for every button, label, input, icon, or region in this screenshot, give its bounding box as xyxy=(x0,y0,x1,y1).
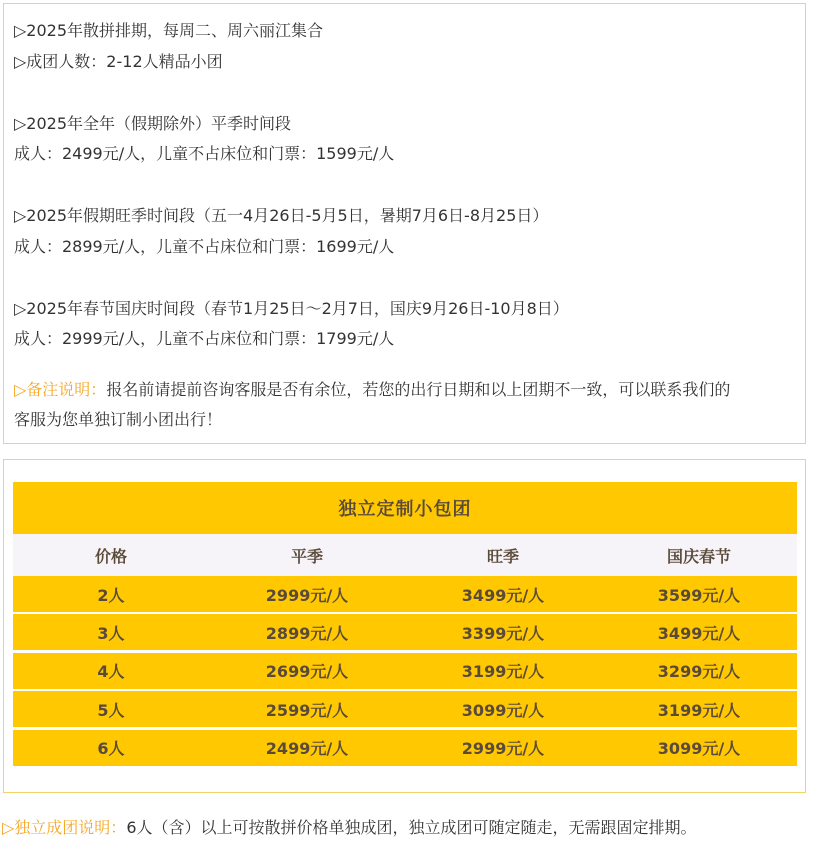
table-cell: 2599元/人 xyxy=(265,700,349,720)
table-cell: 3199元/人 xyxy=(657,700,741,720)
header-price: 价格 xyxy=(94,546,127,566)
holiday-season-title: ▷2025年春节国庆时间段（春节1月25日～2月7日，国庆9月26日-10月8日） xyxy=(14,299,569,318)
schedule-line: ▷2025年散拼排期，每周二、周六丽江集合 xyxy=(14,21,324,40)
footer-label: ▷独立成团说明： xyxy=(2,818,127,837)
table-row xyxy=(13,691,797,727)
table-cell: 6人 xyxy=(97,739,125,759)
peak-season-price: 成人：2899元/人，儿童不占床位和门票：1699元/人 xyxy=(14,237,395,256)
header-holiday: 国庆春节 xyxy=(666,546,731,566)
table-cell: 2499元/人 xyxy=(265,739,349,759)
table-cell: 3599元/人 xyxy=(657,585,741,605)
note-line-2: 客服为您单独订制小团出行！ xyxy=(14,410,223,429)
table-cell: 2699元/人 xyxy=(265,662,349,682)
table-row xyxy=(13,614,797,650)
table-cell: 2人 xyxy=(97,585,125,605)
header-regular: 平季 xyxy=(290,546,323,566)
table-cell: 3099元/人 xyxy=(657,739,741,759)
table-cell: 3299元/人 xyxy=(657,662,741,682)
note-label: ▷备注说明： xyxy=(14,380,107,399)
table-header-row xyxy=(13,534,797,576)
table-cell: 3399元/人 xyxy=(461,623,545,643)
header-peak: 旺季 xyxy=(486,546,519,566)
note-line xyxy=(14,380,730,400)
table-cell: 5人 xyxy=(97,700,125,720)
table-cell: 4人 xyxy=(97,662,125,682)
table-cell: 3人 xyxy=(97,623,125,643)
table-cell: 2899元/人 xyxy=(265,623,349,643)
table-row xyxy=(13,576,797,612)
footer-note xyxy=(2,818,697,838)
table-cell: 3199元/人 xyxy=(461,662,545,682)
regular-season-price: 成人：2499元/人，儿童不占床位和门票：1599元/人 xyxy=(14,144,395,163)
table-cell: 3499元/人 xyxy=(657,623,741,643)
table-cell: 3499元/人 xyxy=(461,585,545,605)
table-cell: 3099元/人 xyxy=(461,700,545,720)
note-text: 报名前请提前咨询客服是否有余位，若您的出行日期和以上团期不一致，可以联系我们的 xyxy=(106,380,731,399)
table-row xyxy=(13,653,797,689)
price-table xyxy=(13,482,797,766)
table-title: 独立定制小包团 xyxy=(13,482,797,534)
table-cell: 2999元/人 xyxy=(265,585,349,605)
peak-season-title: ▷2025年假期旺季时间段（五一4月26日-5月5日，暑期7月6日-8月25日） xyxy=(14,206,549,225)
regular-season-title: ▷2025年全年（假期除外）平季时间段 xyxy=(14,114,292,133)
table-row xyxy=(13,730,797,766)
table-cell: 2999元/人 xyxy=(461,739,545,759)
group-size-line: ▷成团人数：2-12人精品小团 xyxy=(14,52,223,71)
footer-text: 6人（含）以上可按散拼价格单独成团，独立成团可随定随走，无需跟固定排期。 xyxy=(126,818,697,837)
holiday-season-price: 成人：2999元/人，儿童不占床位和门票：1799元/人 xyxy=(14,329,395,348)
